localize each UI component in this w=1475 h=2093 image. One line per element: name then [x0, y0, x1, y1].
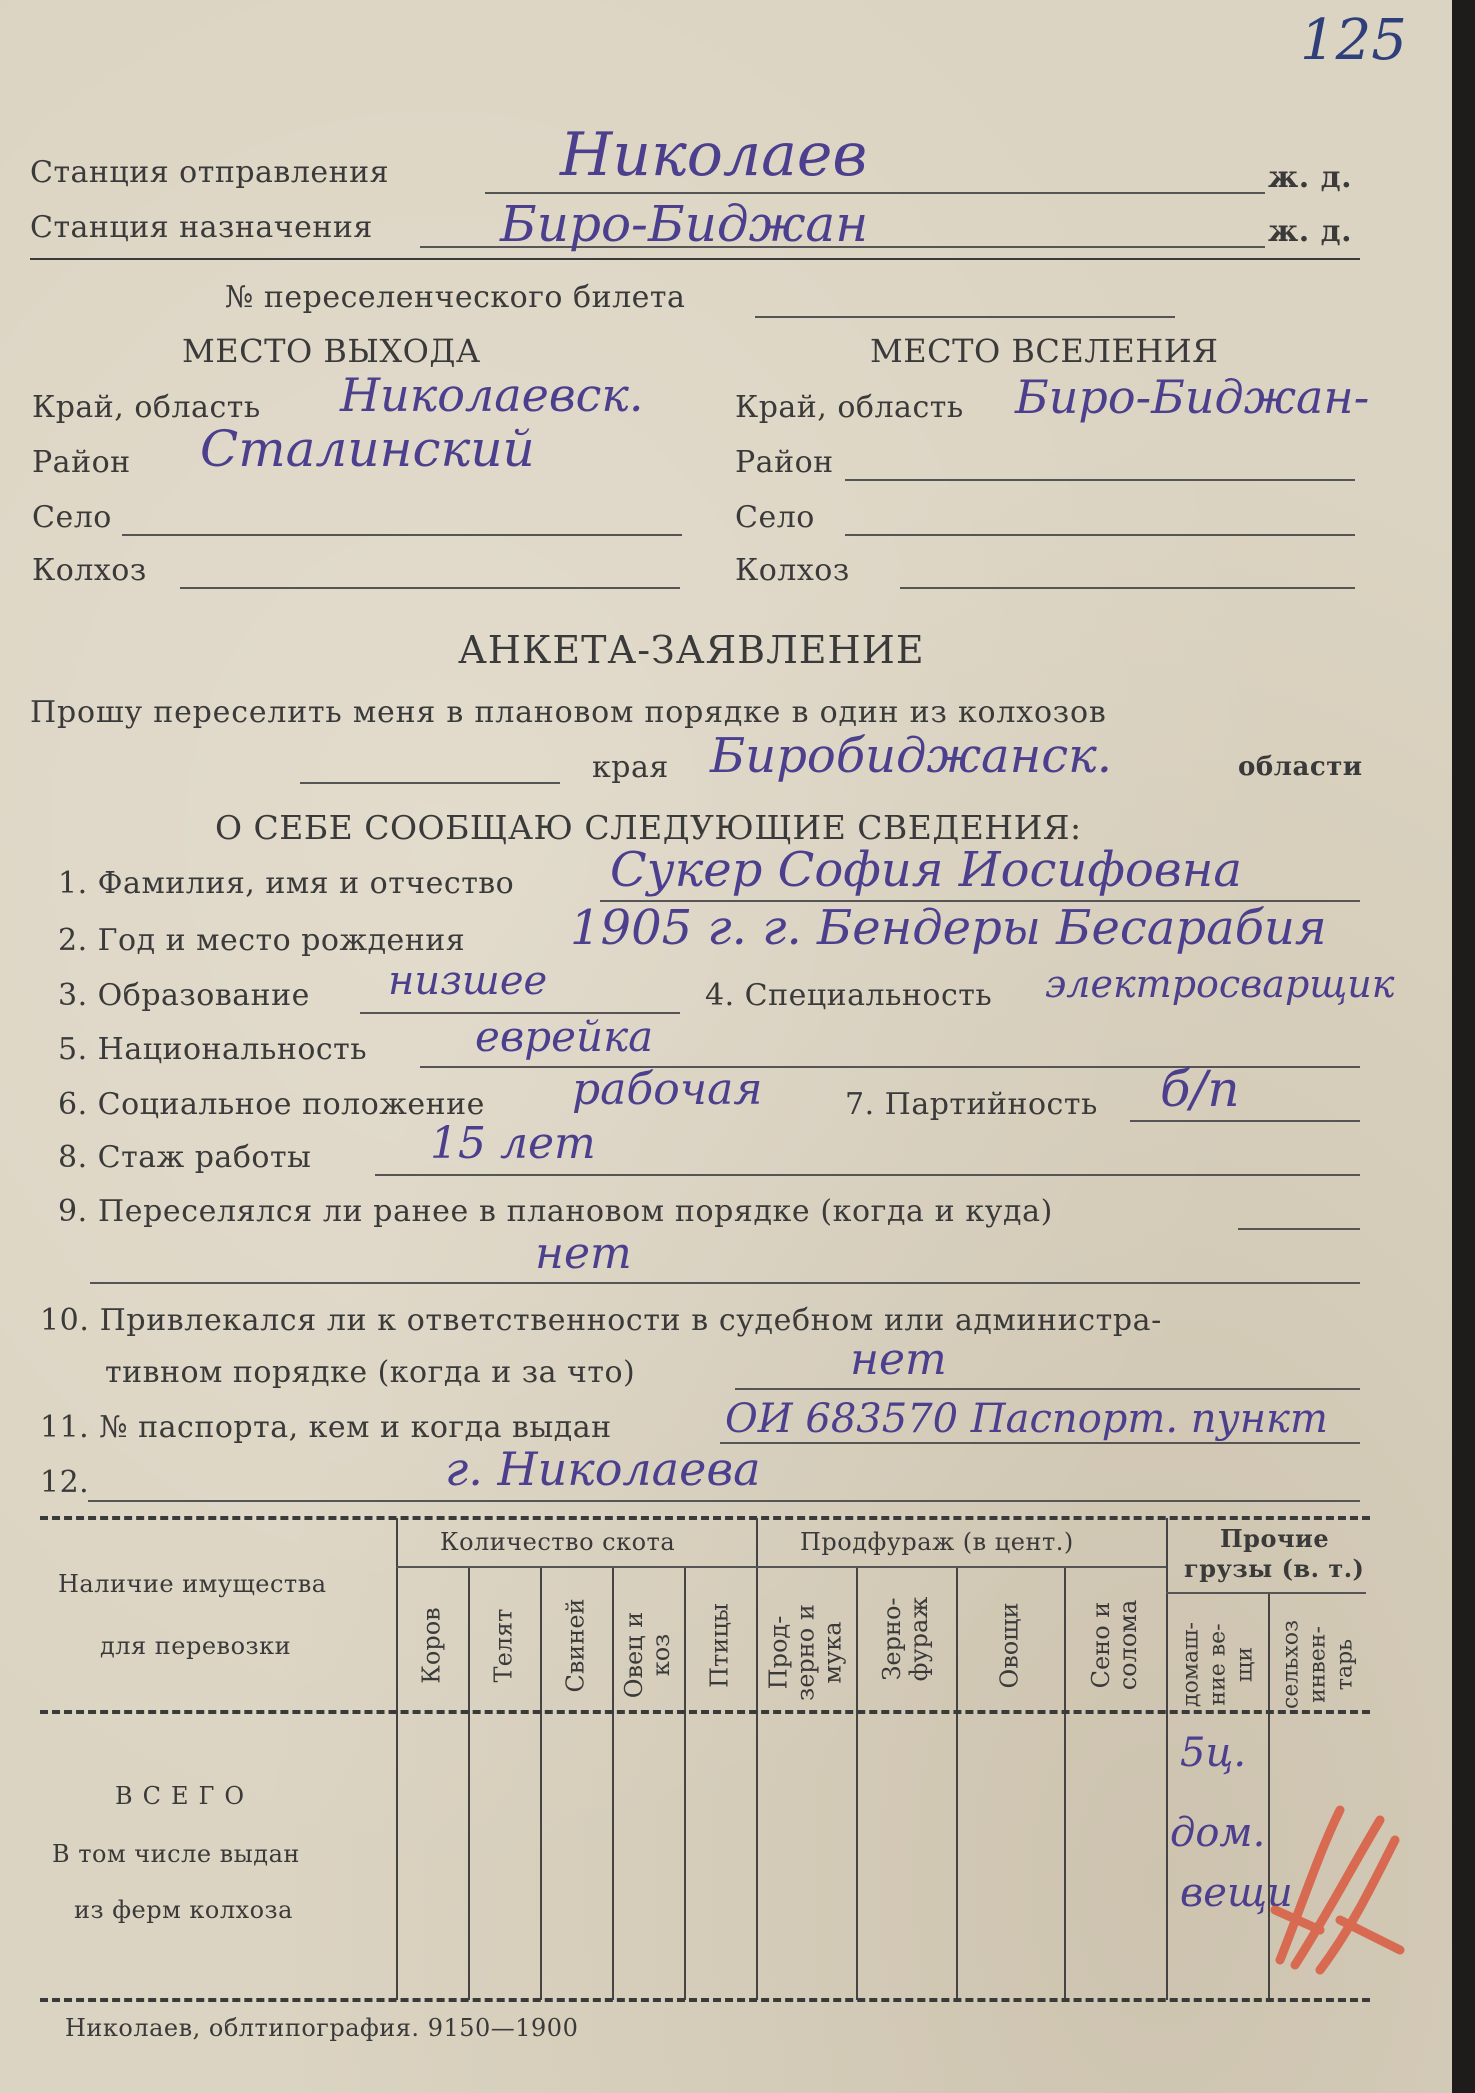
col-sep-3 [612, 1568, 614, 2000]
question-2: 2. Год и место рождения [58, 923, 466, 958]
form-title: АНКЕТА-ЗАЯВЛЕНИЕ [458, 628, 925, 672]
answer-12-line [88, 1500, 1360, 1502]
header-divider [30, 258, 1360, 260]
origin-kolkhoz-label: Колхоз [32, 553, 147, 588]
settle-kolkhoz-line [900, 587, 1355, 589]
col-header-cows: Коров [417, 1607, 446, 1684]
answer-5: еврейка [475, 1012, 654, 1061]
question-7: 7. Партийность [845, 1087, 1098, 1122]
answer-9-line-b [90, 1282, 1360, 1284]
property-label-1: Наличие имущества [58, 1570, 327, 1598]
settle-kolkhoz-label: Колхоз [735, 553, 850, 588]
property-label-2: для перевозки [100, 1632, 292, 1660]
group-other-2: грузы (в. т.) [1184, 1554, 1365, 1583]
origin-district-value: Сталинский [200, 420, 535, 478]
col-header-hay-straw: Сено и солома [1087, 1599, 1142, 1691]
settle-title: МЕСТО ВСЕЛЕНИЯ [870, 332, 1219, 370]
settle-region-label: Край, область [735, 390, 964, 425]
answer-9: нет [535, 1228, 632, 1279]
origin-region-value: Николаевск. [340, 368, 644, 422]
departure-station-value: Николаев [560, 120, 868, 190]
question-8: 8. Стаж работы [58, 1140, 312, 1175]
livestock-subheader-line [396, 1566, 756, 1568]
question-11: 11. № паспорта, кем и когда выдан [40, 1410, 612, 1445]
col-sep-6 [956, 1568, 958, 2000]
question-10b: тивном порядке (когда и за что) [105, 1355, 636, 1390]
answer-3: низшее [388, 958, 548, 1004]
answer-4: электросварщик [1045, 962, 1395, 1006]
origin-village-label: Село [32, 500, 112, 535]
col-sep-7 [1064, 1568, 1066, 2000]
answer-2: 1905 г. г. Бендеры Бесарабия [570, 900, 1327, 956]
request-blank-line [300, 782, 560, 784]
settle-region-value: Биро-Биджан- [1015, 370, 1370, 424]
question-9: 9. Переселялся ли ранее в плановом порядке (когда и куда) [58, 1194, 1053, 1229]
origin-region-label: Край, область [32, 390, 261, 425]
ticket-number-label: № переселенческого билета [225, 280, 686, 315]
answer-11: ОИ 683570 Паспорт. пункт [725, 1396, 1328, 1442]
destination-railway-suffix: ж. д. [1268, 214, 1353, 249]
request-region-value: Биробиджанск. [710, 728, 1113, 784]
question-3: 3. Образование [58, 978, 310, 1013]
departure-railway-suffix: ж. д. [1268, 160, 1353, 195]
subtotal-label-2: из ферм колхоза [74, 1896, 293, 1924]
origin-title: МЕСТО ВЫХОДА [182, 332, 481, 370]
settle-village-label: Село [735, 500, 815, 535]
destination-station-value: Биро-Биджан [500, 195, 869, 253]
printer-footer: Николаев, облтипография. 9150—1900 [65, 2014, 579, 2042]
departure-station-line [485, 192, 1265, 194]
other-subheader-line [1166, 1592, 1366, 1594]
question-6: 6. Социальное положение [58, 1087, 485, 1122]
col-sep-1 [468, 1568, 470, 2000]
table-vline-group3 [1166, 1518, 1168, 2000]
answer-12: г. Николаева [445, 1442, 761, 1496]
fodder-subheader-line [756, 1566, 1166, 1568]
request-kray-label: края [592, 750, 669, 785]
col-header-poultry: Птицы [705, 1603, 734, 1688]
origin-village-line [122, 534, 682, 536]
other-cargo-type-2: вещи [1180, 1870, 1293, 1916]
settle-district-label: Район [735, 445, 834, 480]
ticket-number-line [755, 316, 1175, 318]
answer-6: рабочая [572, 1064, 763, 1115]
answer-7: б/п [1160, 1060, 1240, 1118]
origin-kolkhoz-line [180, 587, 680, 589]
col-sep-5 [856, 1568, 858, 2000]
origin-district-label: Район [32, 445, 131, 480]
other-cargo-qty: 5ц. [1180, 1730, 1247, 1776]
group-livestock: Количество скота [440, 1528, 676, 1556]
answer-9-line-a [1238, 1228, 1360, 1230]
other-cargo-type-1: дом. [1170, 1810, 1266, 1856]
answer-7-line [1130, 1120, 1360, 1122]
col-header-grain-fodder: Зерно- фураж [878, 1596, 933, 1682]
request-line: Прошу переселить меня в плановом порядке в один из колхозов [30, 695, 1107, 730]
question-1: 1. Фамилия, имя и отчество [58, 866, 515, 901]
departure-station-label: Станция отправления [30, 155, 390, 190]
answer-1: Сукер София Иосифовна [610, 842, 1242, 898]
question-12: 12. [40, 1465, 90, 1500]
col-header-sheep-goats: Овец и коз [620, 1611, 675, 1699]
table-header-bottom [40, 1710, 1370, 1714]
total-label: ВСЕГО [115, 1782, 255, 1810]
about-title: О СЕБЕ СООБЩАЮ СЛЕДУЮЩИЕ СВЕДЕНИЯ: [215, 808, 1082, 847]
col-header-grain-flour: Прод- зерно и мука [764, 1604, 847, 1701]
page-number: 125 [1300, 8, 1407, 73]
table-top-border [40, 1516, 1370, 1520]
answer-8-line [375, 1174, 1360, 1176]
destination-station-label: Станция назначения [30, 210, 373, 245]
col-header-pigs: Свиней [561, 1598, 590, 1693]
answer-8: 15 лет [430, 1118, 596, 1169]
col-header-farm-tools: сельхоз инвен- тарь [1278, 1620, 1358, 1709]
table-bottom-border [40, 1998, 1370, 2002]
col-sep-4 [684, 1568, 686, 2000]
question-4: 4. Специальность [705, 978, 993, 1013]
red-pencil-mark [1260, 1790, 1410, 1980]
col-header-vegetables: Овощи [995, 1602, 1024, 1689]
question-5: 5. Национальность [58, 1032, 368, 1067]
settle-district-line [845, 479, 1355, 481]
table-vline-main [396, 1518, 398, 2000]
group-fodder: Продфураж (в цент.) [800, 1528, 1074, 1556]
question-10a: 10. Привлекался ли к ответственности в судебном или администра- [40, 1303, 1162, 1338]
subtotal-label-1: В том числе выдан [52, 1840, 300, 1868]
answer-10-line [735, 1388, 1360, 1390]
group-other-1: Прочие [1220, 1524, 1330, 1553]
request-oblast-label: области [1238, 752, 1363, 782]
col-header-household: домаш- ние ве- щи [1178, 1622, 1258, 1707]
col-sep-2 [540, 1568, 542, 2000]
settle-village-line [845, 534, 1355, 536]
answer-11-line [720, 1442, 1360, 1444]
table-vline-group2 [756, 1518, 758, 2000]
answer-10: нет [850, 1334, 947, 1385]
col-header-calves: Телят [489, 1608, 518, 1683]
